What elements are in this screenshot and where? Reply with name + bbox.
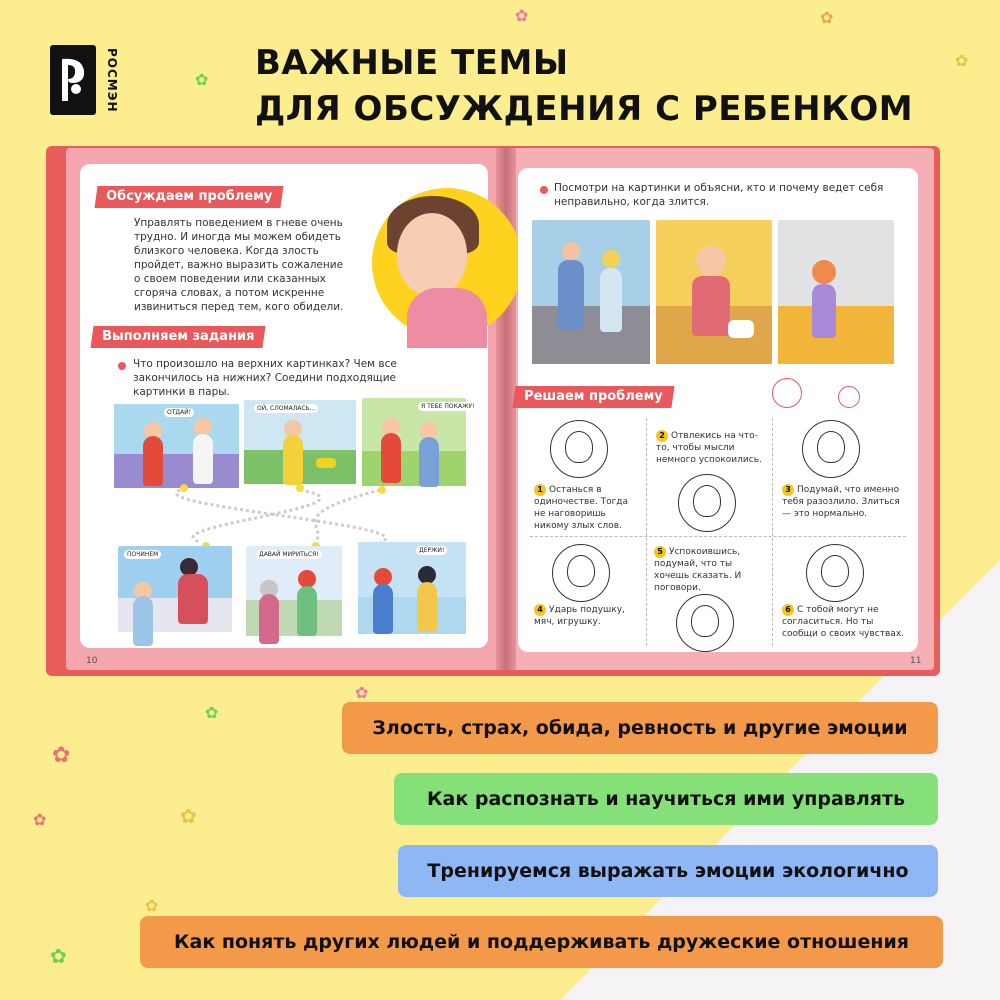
title-line-2: ДЛЯ ОБСУЖДЕНИЯ С РЕБЕНКОМ	[255, 89, 914, 129]
picture-scene-3	[778, 220, 894, 364]
alone-child-icon	[550, 420, 608, 478]
step-6: 6 С тобой могут не согласиться. Но ты сообщи о своих чувствах.	[782, 605, 905, 639]
brand-logo	[50, 45, 96, 115]
flower-icon: ✿	[955, 51, 969, 70]
flower-icon: ✿	[52, 743, 71, 768]
girl-illustration	[372, 188, 522, 338]
flower-icon: ✿	[205, 703, 219, 722]
picture-bottom-3	[358, 542, 466, 634]
picture-bottom-1	[118, 546, 232, 632]
grid-divider	[646, 418, 647, 646]
speech-bubble: ОЙ, СЛОМАЛАСЬ...	[254, 404, 318, 413]
picture-scene-1	[532, 220, 650, 364]
connector-dot	[296, 484, 304, 492]
flower-icon: ✿	[820, 8, 834, 27]
picture-top-3	[362, 398, 475, 486]
flower-icon: ✿	[355, 683, 369, 702]
feature-pill-friendship: Как понять других людей и поддерживать дружеские отношения	[140, 916, 943, 968]
flower-icon: ✿	[33, 810, 47, 829]
speech-bubble: ПОЧИНЕМ	[124, 550, 161, 559]
bullet-icon	[540, 186, 548, 194]
picture-top-2	[244, 400, 356, 484]
brand-name: РОСМЭН	[105, 48, 119, 113]
flower-icon: ✿	[50, 944, 67, 968]
punching-pillow-icon	[552, 544, 610, 602]
page-number-left: 10	[86, 656, 98, 666]
girl-shirt	[407, 288, 487, 348]
picture-top-1	[114, 404, 239, 488]
picture-bottom-2	[246, 546, 342, 636]
speech-bubble: ДАВАЙ МИРИТЬСЯ!	[256, 550, 322, 559]
flower-icon: ✿	[515, 6, 529, 25]
ribbon-solve: Решаем проблему	[512, 386, 674, 408]
feature-pill-express: Тренируемся выражать эмоции экологично	[398, 845, 938, 897]
flower-icon: ✿	[180, 804, 197, 828]
girl-face	[397, 213, 467, 295]
speech-bubble: Я ТЕБЕ ПОКАЖУ!	[418, 402, 477, 411]
page-number-right: 11	[910, 656, 922, 666]
reading-child-icon	[678, 474, 736, 532]
two-faces-icon	[806, 544, 864, 602]
task-text-right: Посмотри на картинки и объясни, кто и почему ведет себя неправильно, когда злится.	[554, 182, 884, 208]
bullet-icon	[118, 362, 126, 370]
flower-icon: ✿	[195, 70, 209, 89]
thinking-child-icon	[802, 420, 860, 478]
grid-divider	[772, 418, 773, 646]
title-line-1: ВАЖНЫЕ ТЕМЫ	[255, 43, 569, 83]
step-2: 2 Отвлекись на что-то, чтобы мысли немного успокоились.	[656, 431, 762, 465]
page-title	[255, 40, 913, 132]
connector-dot	[378, 486, 386, 494]
discussion-paragraph: Управлять поведением в гневе очень трудно. И иногда мы можем обидеть близкого человека. Когда злость пройдет, важно выразить сожаление о своем поведении или сказанных сгоряча словах, а потом искренне извиниться перед тем, кого обидели.	[134, 217, 344, 313]
step-4: 4 Ударь подушку, мяч, игрушку.	[534, 605, 625, 627]
speech-bubble: ОТДАЙ!	[164, 408, 194, 417]
ribbon-discuss: Обсуждаем проблему	[94, 186, 283, 208]
angry-face-icon	[772, 378, 802, 408]
speech-bubble: ДЕРЖИ!	[416, 546, 447, 555]
angry-face-icon	[838, 386, 860, 408]
grid-divider	[530, 536, 906, 537]
step-5: 5 Успокоившись, подумай, что ты хочешь сказать. И поговори.	[654, 547, 742, 593]
step-1: 1 Останься в одиночестве. Тогда не наговоришь никому злых слов.	[534, 485, 629, 531]
flower-icon: ✿	[145, 896, 159, 915]
feature-pill-emotions: Злость, страх, обида, ревность и другие эмоции	[342, 702, 938, 754]
connector-dot	[180, 484, 188, 492]
step-3: 3 Подумай, что именно тебя разозлило. Злиться — это нормально.	[782, 485, 900, 519]
talking-child-icon	[676, 594, 734, 652]
task-text-left: Что произошло на верхних картинках? Чем все закончилось на нижних? Соедини подходящие картинки в пары.	[133, 358, 397, 398]
maze-lines	[130, 486, 460, 546]
ribbon-tasks: Выполняем задания	[90, 326, 266, 348]
rosmen-logo-icon	[58, 55, 88, 103]
feature-pill-manage: Как распознать и научиться ими управлять	[394, 773, 938, 825]
picture-scene-2	[656, 220, 772, 364]
